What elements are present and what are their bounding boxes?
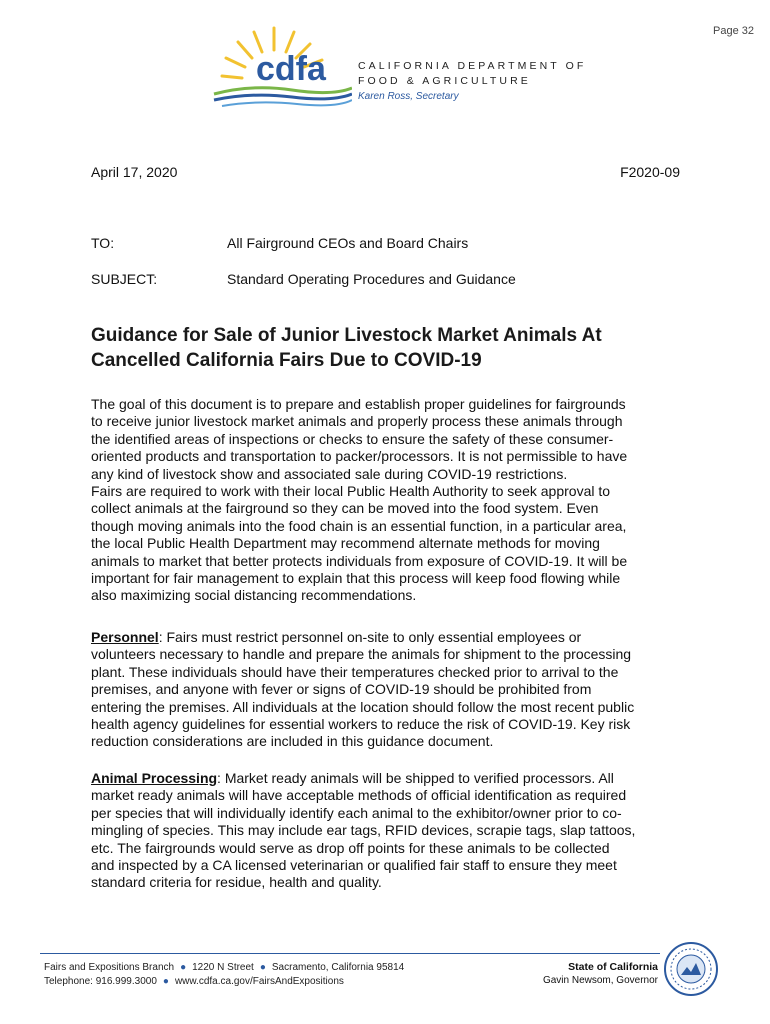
department-name: CALIFORNIA DEPARTMENT OF FOOD & AGRICULTURE xyxy=(358,60,587,87)
bullet-icon: ● xyxy=(259,962,266,973)
page-number: Page 32 xyxy=(713,25,754,37)
animal-processing-heading: Animal Processing xyxy=(91,770,218,786)
personnel-heading: Personnel xyxy=(91,629,159,645)
cdfa-logo xyxy=(212,22,352,112)
footer-divider xyxy=(40,953,660,954)
footer-website: www.cdfa.ca.gov/FairsAndExpositions xyxy=(174,976,344,987)
svg-text:cdfa: cdfa xyxy=(256,50,326,88)
animal-processing-section: Animal Processing: Market ready animals will be shipped to verified processors. All market ready animals will have acceptable methods of official identification as required per species that will individually identify each animal to the exhibitor/owner prior to co- mingling of species. This may include ear tags, RFID devices, scrapie tags, slap tattoos, etc. The fairgrounds would serve as drop off points for these animals to be collected and inspected by a CA licensed veterinarian or qualified fair staff to ensure they meet standard criteria for residue, health and quality. xyxy=(91,770,636,891)
secretary-name: Karen Ross, Secretary xyxy=(358,91,459,102)
document-number: F2020-09 xyxy=(620,164,680,180)
footer-address-line: Fairs and Expositions Branch ● 1220 N Street ● Sacramento, California 95814 xyxy=(44,962,405,973)
to-value: All Fairground CEOs and Board Chairs xyxy=(227,235,469,251)
governor-name: Gavin Newsom, Governor xyxy=(542,975,658,986)
bullet-icon: ● xyxy=(180,962,187,973)
subject-label: SUBJECT: xyxy=(91,271,158,287)
to-label: TO: xyxy=(91,235,115,251)
memo-date: April 17, 2020 xyxy=(91,164,178,180)
intro-paragraph: The goal of this document is to prepare and establish proper guidelines for fairgrounds to receive junior livestock market animals and properly process these animals through the identified areas of inspections or checks to ensure the safety of these consumer- oriented products and transportation to packer/processors. It is not permissible to have any kind of livestock show and associated sale during COVID-19 restrictions. Fairs are required to work with their local Public Health Authority to seek approval to collect animals at the fairground so they can be moved into the food system. Even though moving animals into the food chain is an essential function, in a particular area, the local Public Health Department may recommend alternate methods for moving animals to market that better protects individuals from exposure of COVID-19. It will be important for fair management to explain that this process will keep food flowing while also maximizing social distancing recommendations. xyxy=(91,396,628,604)
document-title: Guidance for Sale of Junior Livestock Market Animals At Cancelled California Fairs Due to COVID-19 xyxy=(91,325,602,371)
state-name: State of California xyxy=(568,961,658,973)
bullet-icon: ● xyxy=(162,976,169,987)
footer-contact-line: Telephone: 916.999.3000 ● www.cdfa.ca.gov/FairsAndExpositions xyxy=(44,976,344,987)
state-seal-icon xyxy=(663,941,719,997)
personnel-section: Personnel: Fairs must restrict personnel on-site to only essential employees or volunteers necessary to handle and prepare the animals for shipment to the processing plant. These individuals should have their temperatures checked prior to arrival to the premises, and anyone with fever or signs of COVID-19 should be prohibited from entering the premises. All individuals at the location should follow the most recent public health agency guidelines for essential workers to reduce the risk of COVID-19. Key risk reduction considerations are included in this guidance document. xyxy=(91,629,635,750)
subject-value: Standard Operating Procedures and Guidance xyxy=(227,271,516,287)
